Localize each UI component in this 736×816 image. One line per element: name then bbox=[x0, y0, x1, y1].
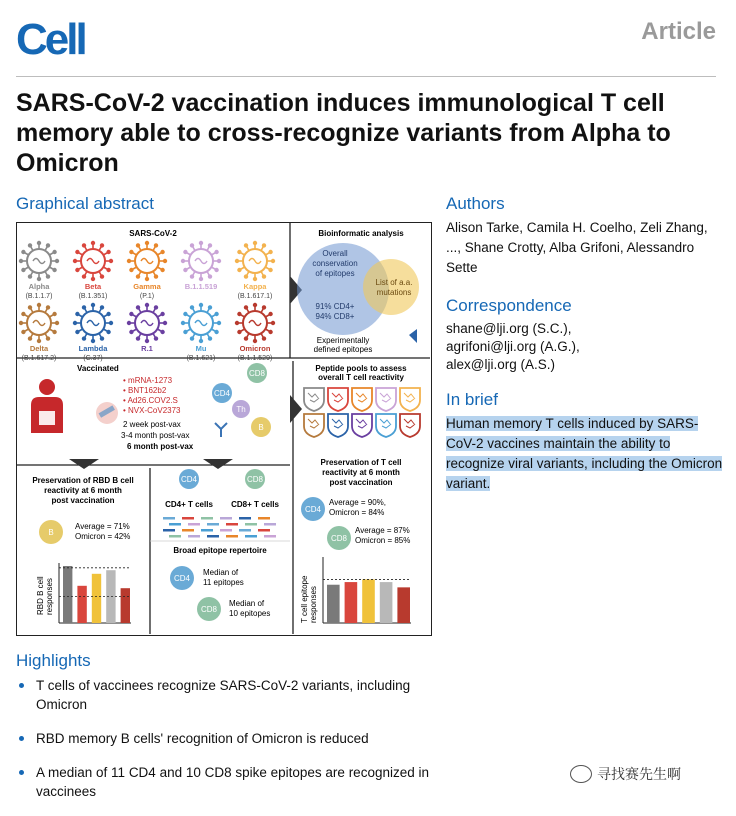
cell-label-b: B bbox=[258, 423, 264, 432]
peptide-pool-shield bbox=[352, 414, 372, 437]
epitope-segment bbox=[188, 535, 200, 538]
bioinfo-big-2: of epitopes bbox=[315, 269, 355, 278]
highlight-item: A median of 11 CD4 and 10 CD8 spike epitopes are recognized in vaccinees bbox=[16, 763, 436, 801]
t-axis-0: T cell epitope bbox=[300, 575, 309, 623]
epitope-segment bbox=[201, 529, 213, 532]
peptide-pool-shield bbox=[304, 388, 324, 411]
t-axis-1: responses bbox=[309, 586, 318, 623]
variant-name: Mu bbox=[195, 344, 207, 353]
cell-label-th: Th bbox=[236, 405, 246, 414]
variant-delta bbox=[19, 303, 59, 362]
vaccine-1: • BNT162b2 bbox=[123, 386, 167, 395]
epitope-segment bbox=[239, 517, 251, 520]
bar bbox=[63, 566, 72, 623]
variant-r-1 bbox=[127, 303, 167, 353]
bar bbox=[362, 579, 375, 623]
cell-label-cd4: CD4 bbox=[213, 389, 231, 398]
t-cd4-stat-1: Omicron = 84% bbox=[329, 508, 385, 517]
cell-logo: Cell bbox=[16, 15, 85, 64]
peptide-pool-shield bbox=[400, 414, 420, 437]
watermark-text: 寻找赛先生啊 bbox=[597, 766, 681, 782]
bioinfo-small-1: mutations bbox=[376, 288, 412, 297]
variant-name: Lambda bbox=[78, 344, 108, 353]
epitope-segment bbox=[258, 529, 270, 532]
peptide-pool-shield bbox=[352, 388, 372, 411]
variant-mu bbox=[181, 303, 221, 362]
t-cell-bar-chart bbox=[323, 557, 411, 623]
t-cd8-stat-0: Average = 87% bbox=[355, 526, 410, 535]
epitope-segment bbox=[258, 517, 270, 520]
t-title-2: post vaccination bbox=[329, 478, 393, 487]
timepoint-1: 3-4 month post-vax bbox=[121, 431, 190, 440]
variant-lambda bbox=[73, 303, 113, 362]
epitope-segment bbox=[264, 535, 276, 538]
epitope-segment bbox=[207, 535, 219, 538]
median-cd8-0: Median of bbox=[229, 599, 265, 608]
epitope-segment bbox=[245, 535, 257, 538]
graphical-abstract-heading: Graphical abstract bbox=[16, 194, 154, 213]
wechat-icon bbox=[570, 765, 592, 783]
variant-lineage: (C.37) bbox=[83, 355, 103, 362]
highlight-item: T cells of vaccinees recognize SARS-CoV-2 variants, including Omicron bbox=[16, 676, 436, 714]
syringe-icon bbox=[96, 402, 118, 424]
vaccine-2: • Ad26.COV2.S bbox=[123, 396, 178, 405]
epitope-segment bbox=[264, 523, 276, 526]
logo-icon bbox=[409, 329, 417, 343]
variant-name: Beta bbox=[84, 282, 102, 291]
variant-alpha bbox=[19, 241, 59, 300]
epitope-segment bbox=[239, 529, 251, 532]
vaccine-3: • NVX-CoV2373 bbox=[123, 406, 181, 415]
bar bbox=[77, 586, 86, 623]
variant-lineage: (B.1.621) bbox=[186, 355, 216, 362]
epitope-segment bbox=[220, 517, 232, 520]
b-cell-label: B bbox=[48, 528, 54, 537]
cell-label-cd8: CD8 bbox=[248, 369, 266, 378]
variants-title: SARS-CoV-2 bbox=[129, 229, 177, 238]
t-cd8-stat-1: Omicron = 85% bbox=[355, 536, 411, 545]
highlight-item: RBD memory B cells' recognition of Omicron is reduced bbox=[16, 729, 436, 748]
variant-grid bbox=[19, 241, 275, 362]
b-axis-0: RBD B cell bbox=[36, 576, 45, 615]
variant-name: Gamma bbox=[133, 282, 161, 291]
epitope-segment bbox=[226, 535, 238, 538]
peptide-pool-shield bbox=[376, 388, 396, 411]
variant-name: Kappa bbox=[243, 282, 267, 291]
correspondence-heading: Correspondence bbox=[446, 296, 572, 315]
epitope-segment bbox=[226, 523, 238, 526]
highlights-heading: Highlights bbox=[16, 651, 91, 670]
watermark bbox=[570, 764, 681, 784]
epitope-segment bbox=[207, 523, 219, 526]
variant-name: Delta bbox=[29, 344, 49, 353]
epitope-bars bbox=[163, 517, 276, 538]
in-brief-text bbox=[446, 414, 726, 494]
b-axis-1: responses bbox=[45, 578, 54, 615]
in-brief-heading: In brief bbox=[446, 390, 498, 409]
bioinfo-title: Bioinformatic analysis bbox=[318, 229, 404, 238]
variant-lineage: (B.1.1.7) bbox=[25, 293, 53, 300]
highlights-list bbox=[16, 676, 436, 816]
mutations-circle bbox=[363, 259, 419, 315]
cd4-cell-label: CD4 bbox=[180, 475, 198, 484]
t-title-1: reactivity at 6 month bbox=[322, 468, 400, 477]
variant-lineage: (B.1.351) bbox=[78, 293, 108, 300]
bar bbox=[345, 582, 358, 623]
b-title-2: post vaccination bbox=[51, 496, 115, 505]
timepoint-2: 6 month post-vax bbox=[127, 442, 194, 451]
epitope-segment bbox=[188, 523, 200, 526]
article-type-label: Article bbox=[641, 18, 716, 45]
peptide-pool-shield bbox=[328, 388, 348, 411]
median-cd8-1: 10 epitopes bbox=[229, 609, 271, 618]
correspondence-email-0[interactable]: shane@lji.org (S.C.), bbox=[446, 321, 572, 336]
cd8-heading: CD8+ T cells bbox=[231, 500, 279, 509]
bar bbox=[397, 587, 410, 623]
t-cd4-cell: CD4 bbox=[304, 505, 322, 514]
peptide-title-0: Peptide pools to assess bbox=[315, 364, 407, 373]
variant-lineage: (B.1.617.1) bbox=[237, 293, 273, 300]
bioinfo-big-1: conservation bbox=[312, 259, 358, 268]
cd4-heading: CD4+ T cells bbox=[165, 500, 213, 509]
paper-title: SARS-CoV-2 vaccination induces immunological T cell memory able to cross-recognize variants from Alpha to Omicron bbox=[16, 89, 671, 177]
epitope-segment bbox=[169, 535, 181, 538]
variant-name: Omicron bbox=[239, 344, 271, 353]
bar bbox=[92, 574, 101, 623]
bar bbox=[380, 582, 393, 623]
correspondence-email-1[interactable]: agrifoni@lji.org (A.G.), bbox=[446, 339, 580, 354]
b-cell-bar-chart bbox=[59, 563, 131, 623]
b-title-0: Preservation of RBD B cell bbox=[32, 476, 134, 485]
bioinfo-small-0: List of a.a. bbox=[375, 278, 413, 287]
bar bbox=[327, 585, 340, 623]
authors-list: Alison Tarke, Camila H. Coelho, Zeli Zhang, ..., Shane Crotty, Alba Grifoni, Alessandro Sette bbox=[446, 220, 708, 275]
median-cd8-cell: CD8 bbox=[200, 605, 218, 614]
t-cd8-cell: CD8 bbox=[330, 534, 348, 543]
median-cd4-cell: CD4 bbox=[173, 574, 191, 583]
variant-b-1-1-519 bbox=[181, 241, 221, 291]
cells-cluster bbox=[212, 363, 271, 437]
epitope-segment bbox=[163, 529, 175, 532]
timepoint-0: 2 week post-vax bbox=[123, 420, 181, 429]
bioinfo-foot-1: defined epitopes bbox=[313, 345, 373, 354]
variant-lineage: (B.1.1.529) bbox=[237, 355, 273, 362]
repertoire-label: Broad epitope repertoire bbox=[173, 546, 267, 555]
median-cd4-0: Median of bbox=[203, 568, 239, 577]
bioinfo-foot-0: Experimentally bbox=[316, 336, 370, 345]
peptide-pools bbox=[304, 388, 420, 437]
authors-heading: Authors bbox=[446, 194, 505, 213]
median-cd4-1: 11 epitopes bbox=[203, 578, 244, 587]
variant-omicron bbox=[235, 303, 275, 362]
epitope-segment bbox=[201, 517, 213, 520]
epitope-segment bbox=[169, 523, 181, 526]
correspondence-list bbox=[446, 320, 580, 374]
epitope-segment bbox=[220, 529, 232, 532]
variant-lineage: (B.1.617.2) bbox=[21, 355, 57, 362]
vaccine-0: • mRNA-1273 bbox=[123, 376, 173, 385]
t-title-0: Preservation of T cell bbox=[320, 458, 402, 467]
bioinfo-big-0: Overall bbox=[322, 249, 348, 258]
variant-kappa bbox=[235, 241, 275, 300]
variant-lineage: (P.1) bbox=[139, 293, 155, 300]
variant-name: B.1.1.519 bbox=[184, 282, 218, 291]
variant-gamma bbox=[127, 241, 167, 300]
cd8-cell-label: CD8 bbox=[246, 475, 264, 484]
bioinfo-pct-0: 91% CD4+ bbox=[315, 302, 355, 311]
variant-name: R.1 bbox=[141, 344, 153, 353]
b-title-1: reactivity at 6 month bbox=[44, 486, 122, 495]
bar bbox=[121, 588, 130, 623]
b-stat-1: Omicron = 42% bbox=[75, 532, 131, 541]
variant-beta bbox=[73, 241, 113, 300]
variant-name: Alpha bbox=[28, 282, 50, 291]
epitope-segment bbox=[182, 517, 194, 520]
vaccinated-label: Vaccinated bbox=[77, 364, 119, 373]
graphical-abstract bbox=[16, 222, 432, 636]
epitope-segment bbox=[163, 517, 175, 520]
peptide-pool-shield bbox=[400, 388, 420, 411]
header-divider bbox=[16, 76, 716, 77]
bioinfo-pct-1: 94% CD8+ bbox=[315, 312, 355, 321]
t-cd4-stat-0: Average = 90%, bbox=[329, 498, 387, 507]
person-icon bbox=[31, 379, 63, 433]
peptide-pool-shield bbox=[328, 414, 348, 437]
epitope-segment bbox=[245, 523, 257, 526]
epitope-segment bbox=[182, 529, 194, 532]
in-brief-highlight: Human memory T cells induced by SARS-CoV-2 vaccines maintain the ability to recognize viral variants, including the Omicron variant. bbox=[446, 416, 723, 491]
correspondence-email-2[interactable]: alex@lji.org (A.S.) bbox=[446, 357, 555, 372]
peptide-pool-shield bbox=[304, 414, 324, 437]
b-stat-0: Average = 71% bbox=[75, 522, 130, 531]
peptide-pool-shield bbox=[376, 414, 396, 437]
peptide-title-1: overall T cell reactivity bbox=[318, 373, 404, 382]
